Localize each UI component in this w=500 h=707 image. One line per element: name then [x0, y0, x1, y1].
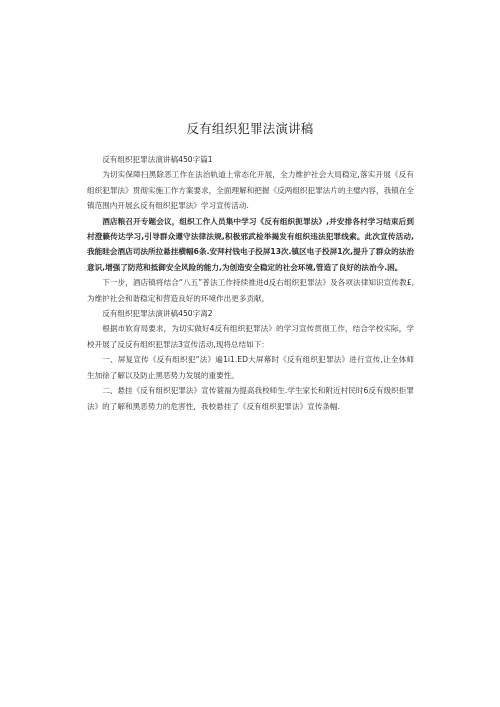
paragraph-point-one: 一、屏复宣传《反有组织犯“法》遍1i1.ED大屏幕时《反有组织犯罪法》进行宣传,让全体师生加徐了解以及防止黑恶势力发展的重要性。 [87, 355, 414, 380]
section-heading-1: 反有组织犯罪法演讲稿450字篇1 [102, 155, 213, 164]
paragraph-next-step: 下一步，酒店镇将结合“八五”普法工作持续推进d反右组织犯罪法》及各项法律知识宣传教£,为维护社会和谐稳定和营造良好的环境作出更多贡献， [87, 278, 414, 303]
section-heading-2: 反有组织犯罪法演讲稿450字离2 [102, 309, 213, 319]
paragraph-point-two: 二、悬挂《反有组织犯罪法》宣传蓑福为提高我校师生.学生家长和附近村民时6反有级织拒罪法》的了解和黑恶势力的危害性，我校悬挂了《反有组织犯罪法》宣传条幅. [87, 386, 414, 411]
document-body [87, 152, 414, 414]
paragraph-intro: 为切实保障扫黑除恶工作在法治轨道上常态化开展，全力维护社会大局稳定,落实开展《反有组织犯罪法》贯彻实施工作方案要求，全面理解和把握《反两组织犯罪法片的主璧内容，我镇在全镇范围内开展幺反有组织犯罪法》学习宣传活动. [87, 170, 414, 211]
paragraph-activities: 酒店粮召开专题会议，组织工作人员集中学习《反有组织扼罪法》,并安排各村学习结束后到村澄籁传达学习,引导群众遵守法律法规,积极邪武检举揭发有组织违法犯罪线索。此次宣传活动,我能眭会酒店司法所拉悬挂横幅6条.安拜村钱电子投屏13次.镇区电子投屏1次,提升了群众的法治意识,增强了防范和抵御安全风险的能力,为创造安全稳定的社会环境,管造了良好的法治今.困。 [87, 216, 414, 272]
paragraph-school-intro: 根据市软育局要求，为切实做好4反有组织犯罪法》的学习宣传贯彻工作，结合学校实际，学校开展了反反有组织犯罪法3宣传活动,现将总结如下： [87, 324, 414, 349]
document-title: 反有组织犯罪法演讲稿 [186, 121, 314, 136]
